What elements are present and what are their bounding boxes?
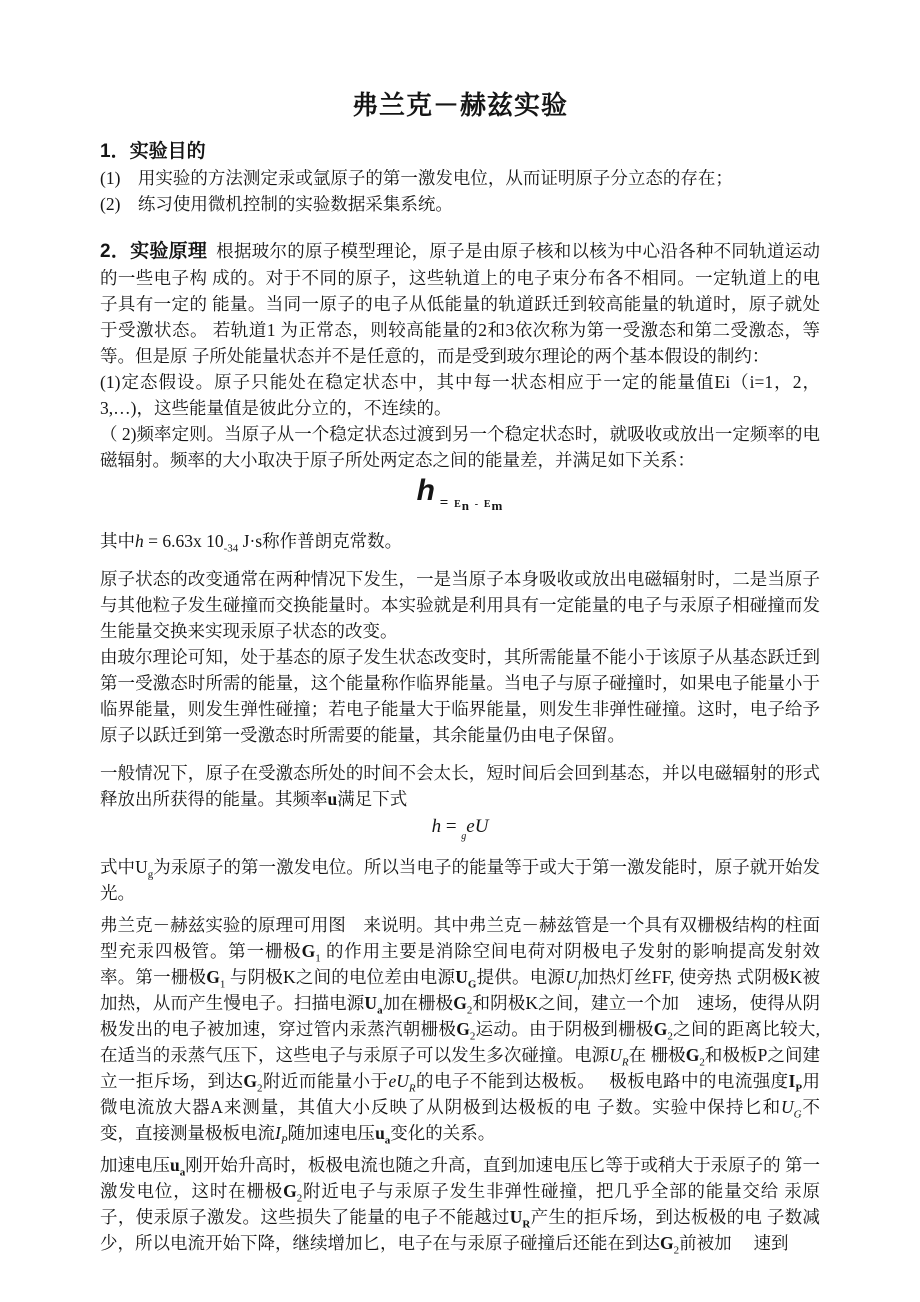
assumption2-frequency-rule: （ 2)频率定则。当原子从一个稳定状态过渡到另一个稳定状态时，就吸收或放出一定频率的电磁辐射。频率的大小取决于原子所处两定态之间的能量差，并满足如下关系： xyxy=(100,424,820,470)
first-excitation-potential-paragraph: 式中$U_g$为汞原子的第一激发电位。所以当电子的能量等于或大于第一激发能时，原子就开始发光。 xyxy=(100,857,820,903)
accelerating-voltage-paragraph: 加速电压$u_a$刚开始升高时，板极电流也随之升高，直到加速电压匕等于或稍大于汞原子的 第一激发电位，这时在栅极$G_2$附近电子与汞原子发生非弹性碰撞，把几乎全部的能量交给 汞原子，使汞原子激发。这些损失了能量的电子不能越过$U_R$产生的拒斥场，到达板极的电 子数减少，所以电流开始下降，继续增加匕，电子在与汞原子碰撞后还能在到达$G_2$前被加 速到 xyxy=(100,1155,821,1257)
excitation-voltage-formula: h = $_g$eU xyxy=(431,816,489,842)
energy-difference-formula: h = En - Em xyxy=(416,474,504,513)
planck-constant-text: 其中h = 6.63x $10_{-34}$ J·s称作普朗克常数。 xyxy=(100,531,403,555)
objective-item-2: (2) 练习使用微机控制的实验数据采集系统。 xyxy=(100,194,453,214)
section1-heading: 1．实验目的 xyxy=(100,141,206,162)
assumption1-stationary-states: (1)定态假设。原子只能处在稳定状态中，其中每一状态相应于一定的能量值Ei（i=1，2，3,…)，这些能量值是彼此分立的，不连续的。 xyxy=(100,372,820,418)
franck-hertz-tube-paragraph: 弗兰克－赫兹实验的原理可用图 来说明。其中弗兰克－赫兹管是一个具有双栅极结构的柱面型充汞四极管。第一栅极$G_1$ 的作用主要是消除空间电荷对阴极电子发射的影响提高发射效率。第一栅极$G_1$ 与阴极K之间的电位差由电源$U_G$提供。电源$U_f$加热灯丝FF, 使旁热 式阴极K被加热，从而产生慢电子。扫描电源$U_a$加在栅极$G_2$和阴极K之间，建立一个加 速场，使得从阴极发出的电子被加速，穿过管内汞蒸汽朝栅极$G_2$运动。由于阴极到栅极$G_2$之间的距离比较大, 在适当的汞蒸气压下，这些电子与汞原子可以发生多次碰撞。电源$U_R$在 栅极$G_2$和极板P之间建立一拒斥场，到达$G_2$附近而能量小于$eU_R$的电子不能到达极板。 极板电路中的电流强度$I_P$用微电流放大器A来测量，其值大小反映了从阴极到达极板的电 子数。实验中保持匕和$U_G$不变，直接测量极板电流$I_P$随加速电压$u_a$变化的关系。 xyxy=(100,915,821,1147)
section2-intro-text: 根据玻尔的原子模型理论，原子是由原子核和以核为中心沿各种不同轨道运动的一些电子构 成的。对于不同的原子，这些轨道上的电子束分布各不相同。一定轨道上的电子具有一定的 能量。当同一原子的电子从低能量的轨道跃迁到较高能量的轨道时，原子就处于受激状态。 若轨道1 为正常态，则较高能量的2和3依次称为第一受激态和第二受激态，等等。但是原 子所处能量状态并不是任意的，而是受到玻尔理论的两个基本假设的制约： xyxy=(100,241,820,366)
atom-state-change-paragraph: 原子状态的改变通常在两种情况下发生，一是当原子本身吸收或放出电磁辐射时，二是当原子与其他粒子发生碰撞而交换能量时。本实验就是利用具有一定能量的电子与汞原子相碰撞而发生能量交换来实现汞原子状态的改变。 xyxy=(100,569,820,641)
section2-lead-paragraph xyxy=(100,238,820,369)
document-title: 弗兰克－赫兹实验 xyxy=(351,91,568,120)
objective-item-1: (1) 用实验的方法测定汞或氩原子的第一激发电位，从而证明原子分立态的存在； xyxy=(100,168,733,188)
bohr-critical-energy-paragraph: 由玻尔理论可知，处于基态的原子发生状态改变时，其所需能量不能小于该原子从基态跃迁到第一受激态时所需的能量，这个能量称作临界能量。当电子与原子碰撞时，如果电子能量小于临界能量，则发生弹性碰撞；若电子能量大于临界能量，则发生非弹性碰撞。这时，电子给予原子以跃迁到第一受激态时所需要的能量，其余能量仍由电子保留。 xyxy=(100,647,820,745)
excited-state-decay-paragraph: 一般情况下，原子在受激态所处的时间不会太长，短时间后会回到基态，并以电磁辐射的形式释放出所获得的能量。其频率u满足下式 xyxy=(100,763,820,809)
section2-heading: 2．实验原理 xyxy=(100,241,208,262)
